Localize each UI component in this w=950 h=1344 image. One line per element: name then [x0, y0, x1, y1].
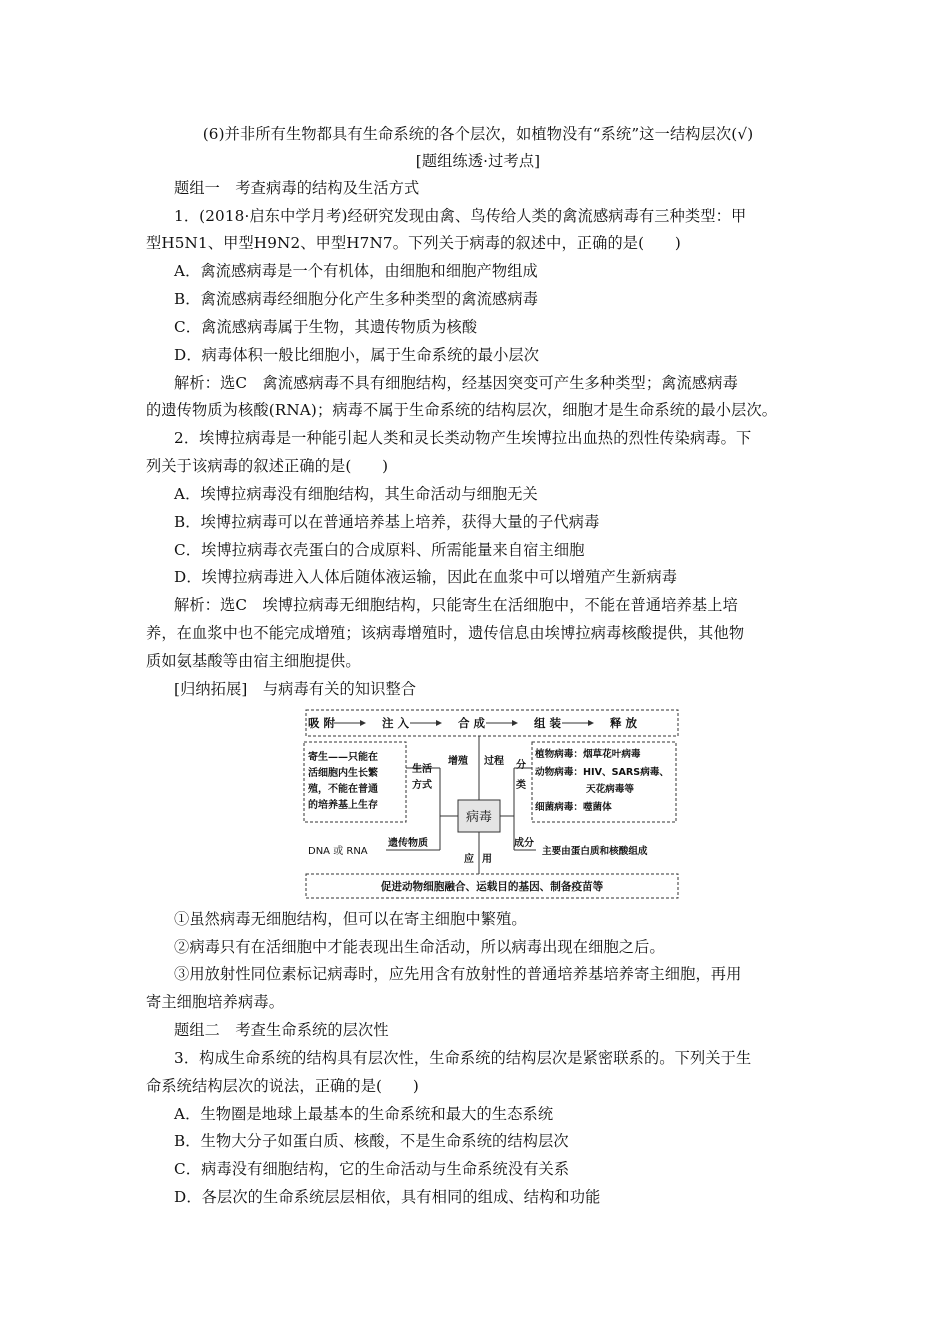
lifestyle-label-1: 生活 [412, 764, 432, 775]
question-stem: 命系统结构层次的说法，正确的是( ) [146, 1077, 419, 1095]
question-stem: 2．埃博拉病毒是一种能引起人类和灵长类动物产生埃博拉出血热的烈性传染病毒。下 [174, 429, 752, 447]
genetic-material-label: 遗传物质 [388, 838, 428, 849]
extension-heading: [归纳拓展] 与病毒有关的知识整合 [174, 680, 417, 698]
composition-label: 成分 [514, 838, 534, 849]
question-stem: 1．(2018·启东中学月考)经研究发现由禽、鸟传给人类的禽流感病毒有三种类型：甲 [174, 207, 747, 225]
step-release: 释 放 [610, 716, 638, 730]
question-stem: 型H5N1、甲型H9N2、甲型H7N7。下列关于病毒的叙述中，正确的是( ) [146, 234, 681, 252]
step-synthesize: 合 成 [458, 716, 486, 730]
note-1: ①虽然病毒无细胞结构，但可以在寄主细胞中繁殖。 [174, 910, 527, 928]
option-b: B．禽流感病毒经细胞分化产生多种类型的禽流感病毒 [174, 290, 539, 308]
parasite-text: 活细胞内生长繁 [308, 768, 378, 779]
option-c: C．病毒没有细胞结构，它的生命活动与生命系统没有关系 [174, 1160, 570, 1178]
parasite-text: 的培养基上生存 [308, 800, 378, 811]
section-heading: [题组练透·过考点] [415, 152, 541, 170]
classification-label-2: 类 [516, 780, 526, 791]
step-inject: 注 入 [382, 716, 410, 730]
option-d: D．病毒体积一般比细胞小，属于生命系统的最小层次 [174, 346, 540, 364]
classification-label-1: 分 [516, 760, 526, 771]
lifestyle-label-2: 方式 [412, 780, 432, 791]
option-a: A．埃博拉病毒没有细胞结构，其生命活动与细胞无关 [174, 485, 538, 503]
group-heading: 题组二 考查生命系统的层次性 [174, 1021, 389, 1039]
application-text: 促进动物细胞融合、运载目的基因、制备疫苗等 [380, 881, 604, 893]
option-d: D．埃博拉病毒进入人体后随体液运输，因此在血浆中可以增殖产生新病毒 [174, 568, 678, 586]
question-stem: 3．构成生命系统的结构具有层次性，生命系统的结构层次是紧密联系的。下列关于生 [174, 1049, 752, 1067]
question-stem: 列关于该病毒的叙述正确的是( ) [146, 457, 389, 475]
class-bacteria: 细菌病毒：噬菌体 [535, 802, 612, 813]
class-plant: 植物病毒：烟草花叶病毒 [535, 749, 641, 760]
answer-analysis: 解析：选C 禽流感病毒不具有细胞结构，经基因突变可产生多种类型；禽流感病毒 [174, 374, 738, 392]
proliferation-label: 增殖 [448, 756, 468, 767]
application-label-1: 应 [464, 854, 474, 865]
option-b: B．埃博拉病毒可以在普通培养基上培养，获得大量的子代病毒 [174, 513, 600, 531]
note-3-cont: 寄主细胞培养病毒。 [146, 993, 285, 1011]
application-label-2: 用 [482, 854, 492, 865]
parasite-text: 寄生——只能在 [308, 752, 378, 763]
genetic-material-value: DNA 或 RNA [308, 846, 368, 857]
answer-analysis: 养，在血浆中也不能完成增殖；该病毒增殖时，遗传信息由埃博拉病毒核酸提供，其他物 [146, 624, 745, 642]
option-a: A．生物圈是地球上最基本的生命系统和最大的生态系统 [174, 1105, 554, 1123]
process-label: 过程 [484, 756, 504, 767]
step-assemble: 组 装 [534, 716, 562, 730]
parasite-text: 殖，不能在普通 [308, 784, 378, 795]
option-d: D．各层次的生命系统层层相依，具有相同的组成、结构和功能 [174, 1188, 601, 1206]
note-2: ②病毒只有在活细胞中才能表现出生命活动，所以病毒出现在细胞之后。 [174, 938, 665, 956]
text-line: (6)并非所有生物都具有生命系统的各个层次，如植物没有“系统”这一结构层次(√) [202, 125, 754, 143]
option-b: B．生物大分子如蛋白质、核酸，不是生命系统的结构层次 [174, 1132, 569, 1150]
answer-analysis: 解析：选C 埃博拉病毒无细胞结构，只能寄生在活细胞中，不能在普通培养基上培 [174, 596, 738, 614]
answer-analysis: 的遗传物质为核酸(RNA)；病毒不属于生命系统的结构层次，细胞才是生命系统的最小层次。 [146, 401, 778, 419]
virus-knowledge-diagram [300, 708, 680, 900]
composition-value: 主要由蛋白质和核酸组成 [542, 846, 648, 857]
option-c: C．埃博拉病毒衣壳蛋白的合成原料、所需能量来自宿主细胞 [174, 541, 585, 559]
group-heading: 题组一 考查病毒的结构及生活方式 [174, 179, 420, 197]
class-animal: 动物病毒：HIV、SARS病毒、 [535, 767, 669, 778]
virus-center-label: 病毒 [465, 810, 493, 825]
class-animal-cont: 天花病毒等 [586, 784, 634, 795]
step-adsorb: 吸 附 [308, 716, 336, 730]
option-a: A．禽流感病毒是一个有机体，由细胞和细胞产物组成 [174, 262, 538, 280]
answer-analysis: 质如氨基酸等由宿主细胞提供。 [146, 652, 361, 670]
option-c: C．禽流感病毒属于生物，其遗传物质为核酸 [174, 318, 478, 336]
note-3: ③用放射性同位素标记病毒时，应先用含有放射性的普通培养基培养寄主细胞，再用 [174, 965, 742, 983]
